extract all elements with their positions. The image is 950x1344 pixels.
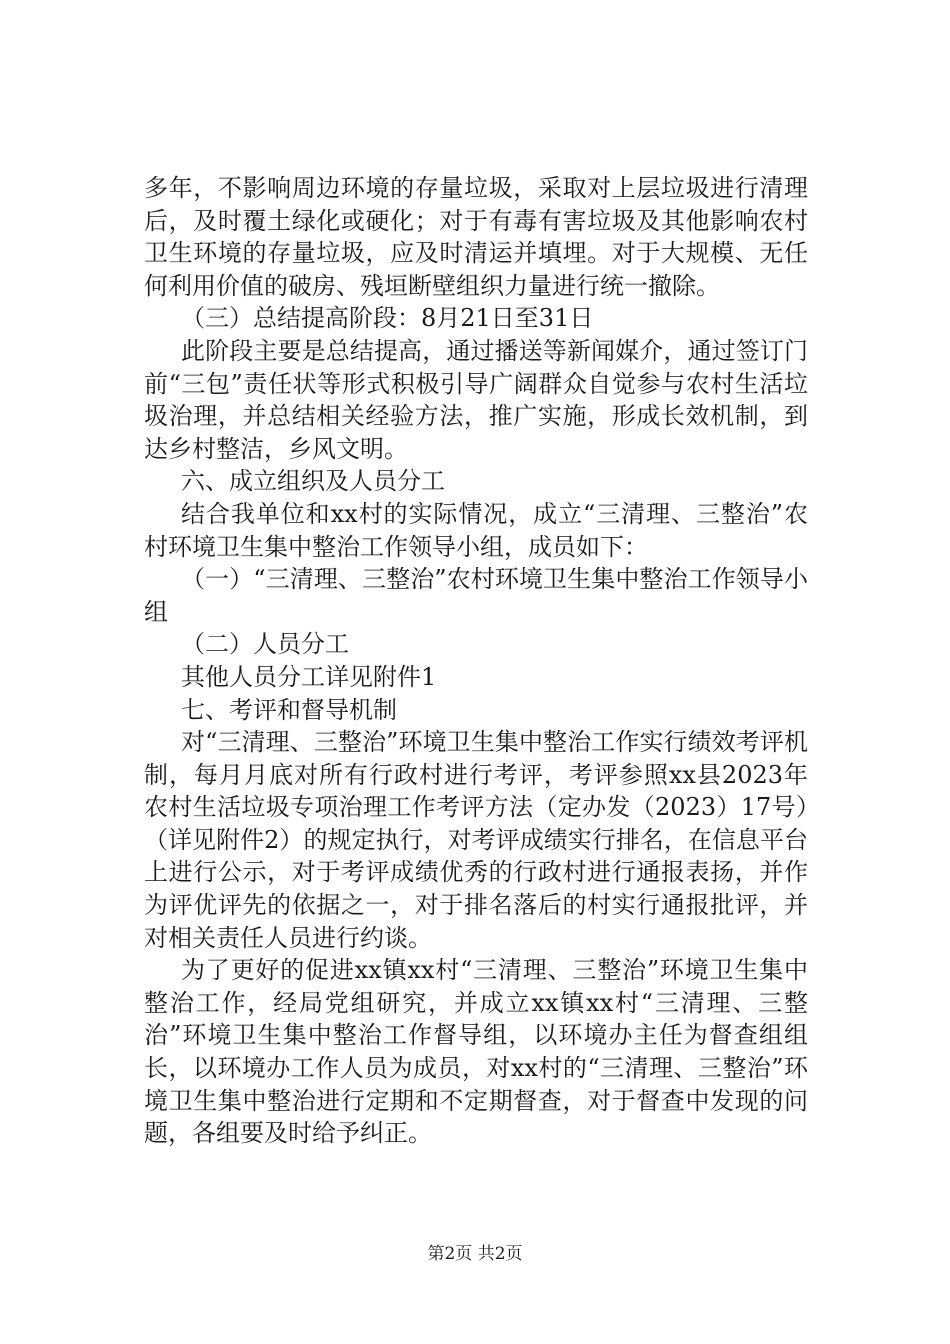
- paragraph-5: 结合我单位和xx村的实际情况，成立“三清理、三整治”农村环境卫生集中整治工作领导小组，成员如下：: [144, 499, 808, 561]
- paragraph-1: 多年，不影响周边环境的存量垃圾，采取对上层垃圾进行清理后，及时覆土绿化或硬化；对于有毒有害垃圾及其他影响农村卫生环境的存量垃圾，应及时清运并填埋。对于大规模、无任何利用价值的破房、残垣断壁组织力量进行统一撤除。: [144, 174, 808, 300]
- document-body: [144, 172, 808, 1150]
- section-heading-6: 六、成立组织及人员分工: [181, 467, 445, 496]
- paragraph-3: 此阶段主要是总结提高，通过播送等新闻媒介，通过签订门前“三包”责任状等形式积极引导广阔群众自觉参与农村生活垃圾治理，并总结相关经验方法，推广实施，形成长效机制，到达乡村整洁，乡风文明。: [144, 336, 808, 463]
- subheading-staff-division: （二）人员分工: [181, 630, 349, 659]
- paragraph-8: 其他人员分工详见附件1: [181, 662, 437, 691]
- section-heading-7: 七、考评和督导机制: [181, 695, 397, 724]
- page-number-footer: 第2页 共2页: [427, 1244, 523, 1264]
- subheading-leader-group: （一）“三清理、三整治”农村环境卫生集中整治工作领导小组: [144, 565, 808, 626]
- paragraph-11: 为了更好的促进xx镇xx村“三清理、三整治”环境卫生集中整治工作，经局党组研究，并成立xx镇xx村“三清理、三整治”环境卫生集中整治工作督导组，以环境办主任为督查组组长，以环境办工作人员为成员，对xx村的“三清理、三整治”环境卫生集中整治进行定期和不定期督查，对于督查中发现的问题，各组要及时给予纠正。: [144, 956, 808, 1148]
- paragraph-10: 对“三清理、三整治”环境卫生集中整治工作实行绩效考评机制，每月月底对所有行政村进行考评，考评参照xx县2023年农村生活垃圾专项治理工作考评方法（定办发（2023）17号）（详见附件2）的规定执行，对考评成绩实行排名，在信息平台上进行公示，对于考评成绩优秀的行政村进行通报表扬，并作为评优评先的依据之一，对于排名落后的村实行通报批评，并对相关责任人员进行约谈。: [144, 728, 808, 952]
- paragraph-2: （三）总结提高阶段：8月21日至31日: [181, 304, 594, 333]
